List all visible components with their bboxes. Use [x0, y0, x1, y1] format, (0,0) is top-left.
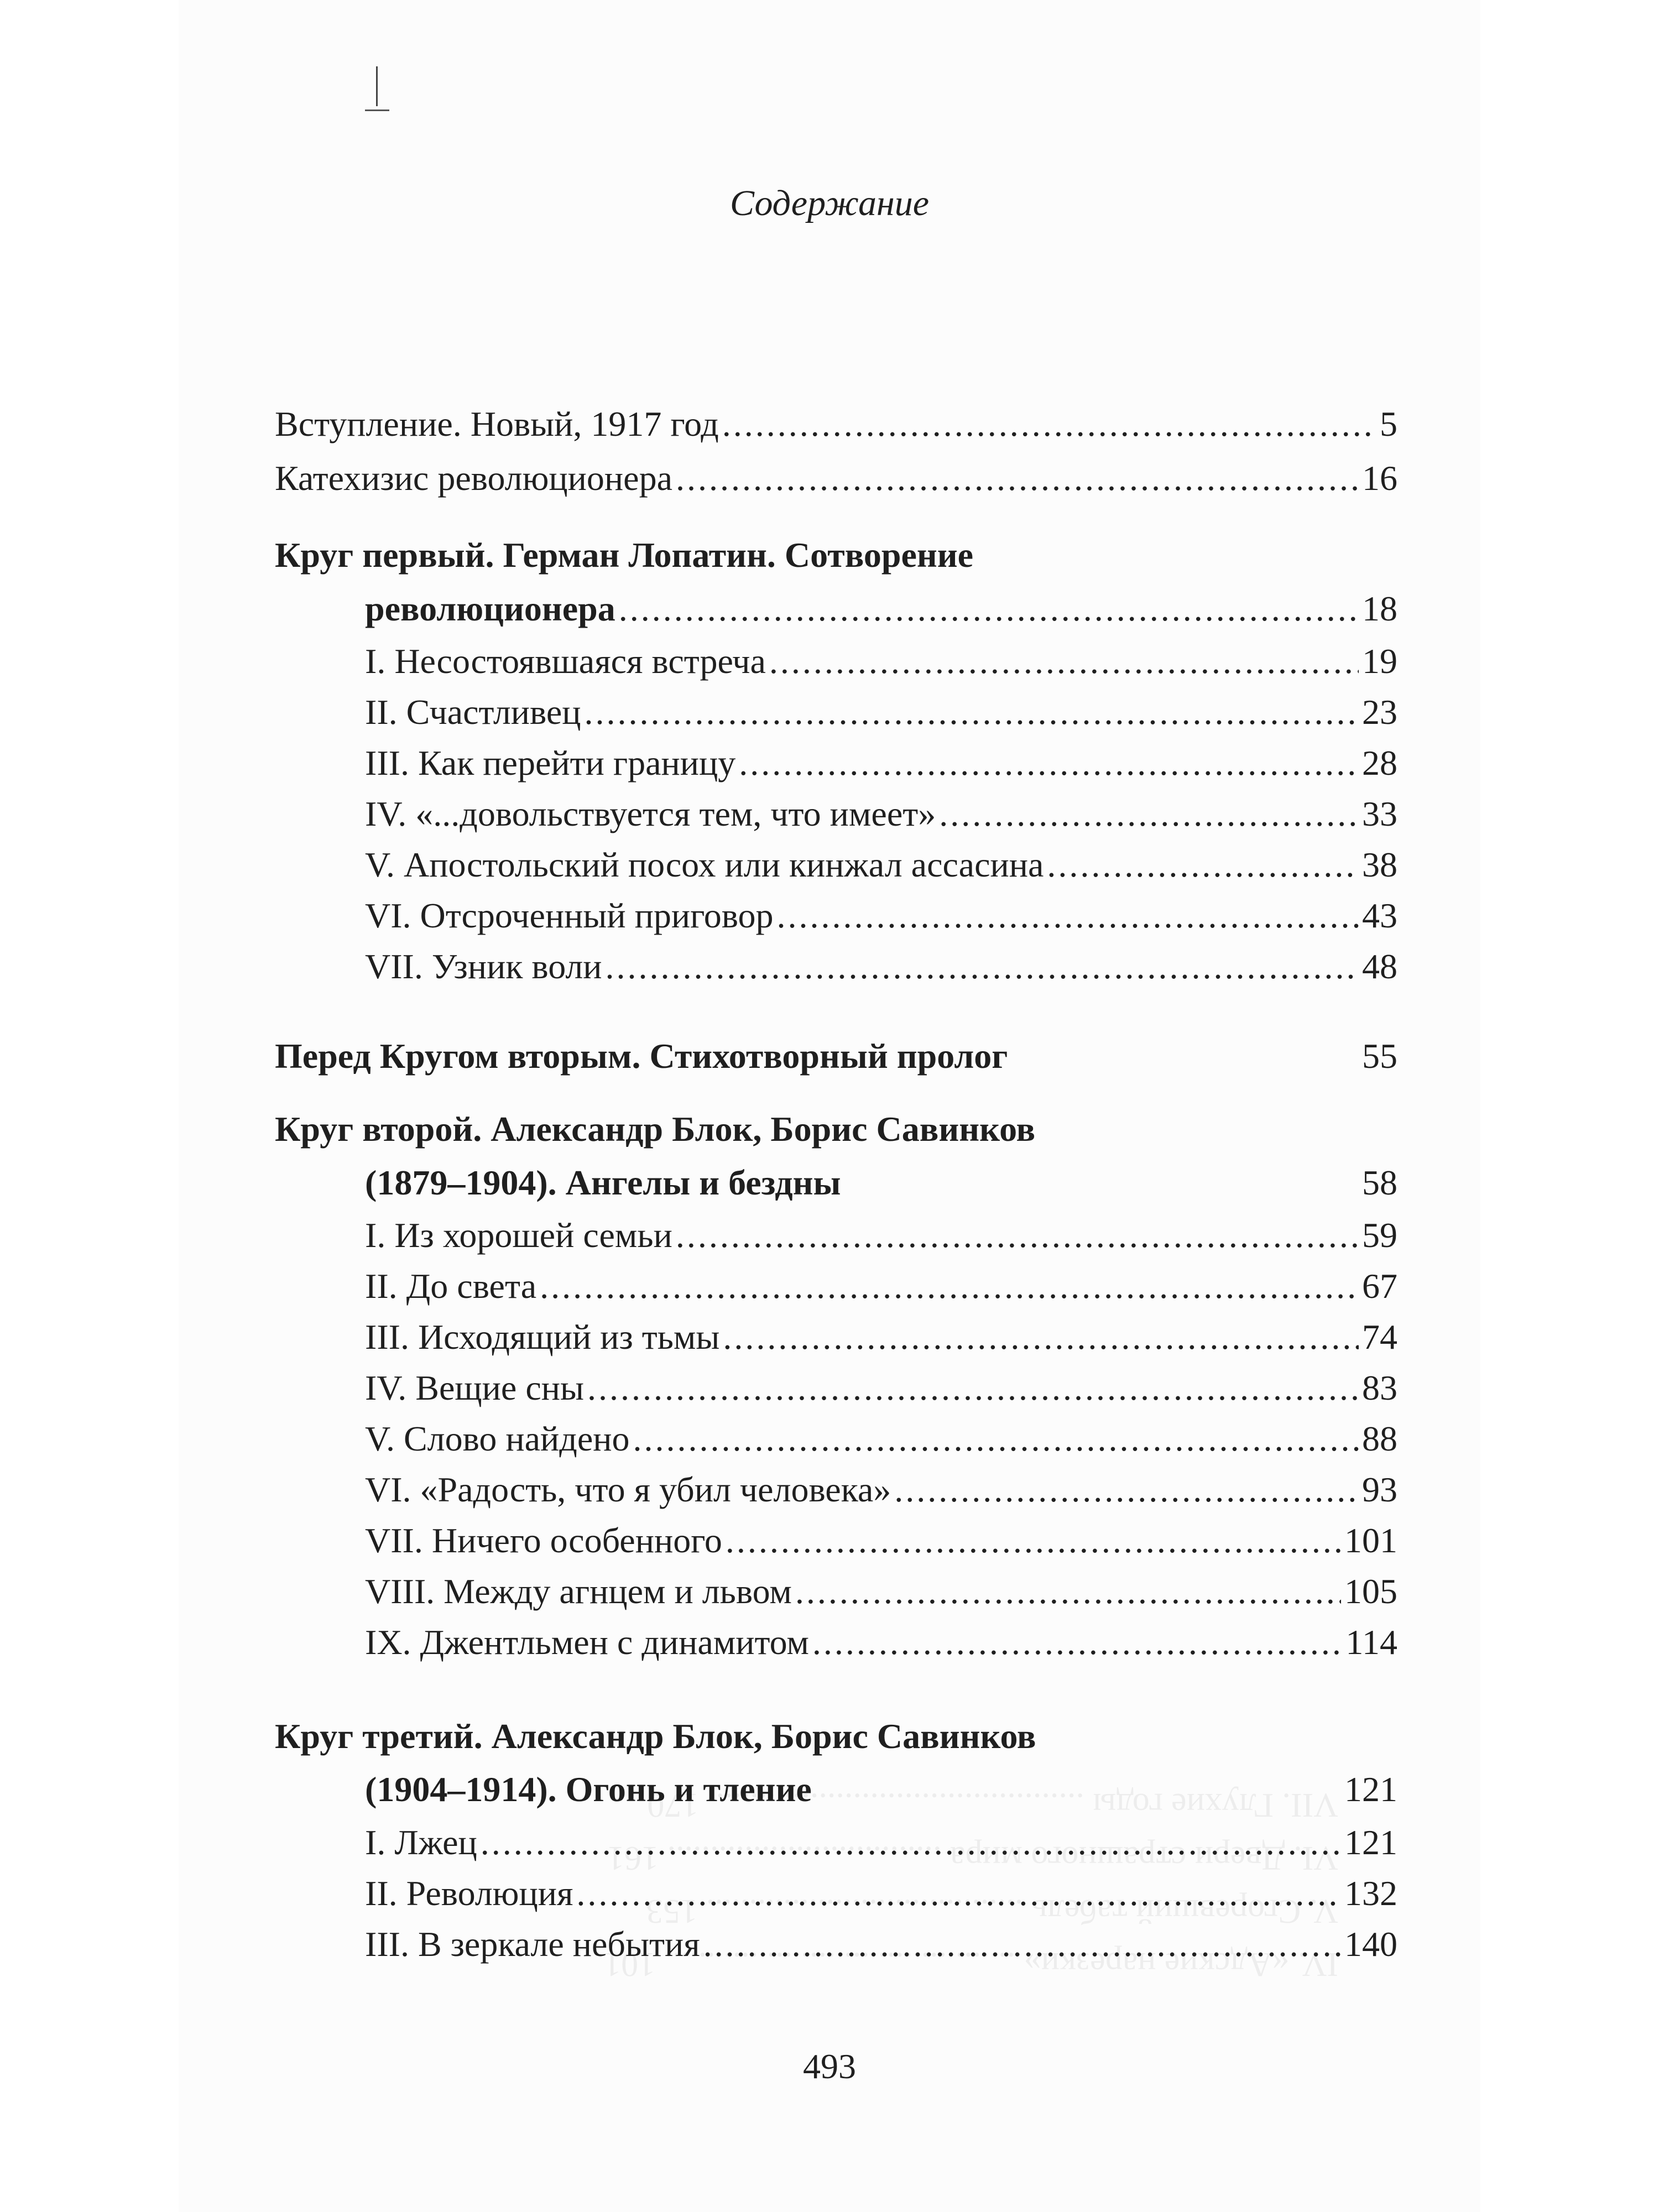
toc-entry[interactable]	[365, 1319, 1397, 1355]
toc-entry-title: IV. Вещие сны	[365, 1368, 584, 1407]
toc-entry-title: I. Из хорошей семьи	[365, 1215, 672, 1255]
leader-dots	[739, 745, 1359, 781]
toc-entry-title: Вступление. Новый, 1917 год	[275, 404, 719, 444]
toc-entry-title: VIII. Между агнцем и львом	[365, 1572, 792, 1611]
toc-entry-title: (1879–1904). Ангелы и бездны	[365, 1163, 841, 1202]
toc-entry-title: Катехизис революционера	[275, 458, 672, 498]
toc-entry[interactable]	[365, 1825, 1397, 1860]
leader-dots	[676, 461, 1359, 496]
leader-dots	[703, 1927, 1341, 1962]
toc-entry[interactable]	[365, 1523, 1397, 1558]
leader-dots	[585, 695, 1359, 730]
toc-entry-title: революционера	[365, 589, 615, 628]
toc-entry-title: II. Счастливец	[365, 692, 581, 732]
toc-entry-title: II. До света	[365, 1266, 537, 1306]
toc-entry-page: 19	[1362, 641, 1397, 681]
toc-entry[interactable]	[365, 1421, 1397, 1457]
toc-entry[interactable]	[365, 949, 1397, 984]
toc-entry[interactable]	[365, 1472, 1397, 1507]
toc-entry-page: 67	[1362, 1266, 1397, 1306]
toc-entry-title: II. Революция	[365, 1874, 573, 1913]
toc-entry-page: 132	[1344, 1874, 1397, 1913]
toc-entry-title: III. Исходящий из тьмы	[365, 1317, 720, 1357]
toc-entry-page: 59	[1362, 1215, 1397, 1255]
toc-entry-page: 93	[1362, 1470, 1397, 1509]
toc-entry-title: VII. Узник воли	[365, 947, 602, 986]
toc-entry[interactable]	[365, 1924, 1397, 1964]
toc-entry[interactable]	[365, 1370, 1397, 1406]
toc-entry-circle3[interactable]	[365, 1772, 1397, 1807]
toc-entry-title: VI. Отсроченный приговор	[365, 896, 774, 935]
toc-entry-page: 43	[1362, 896, 1397, 935]
toc-entry[interactable]	[365, 641, 1397, 681]
leader-dots	[795, 1574, 1341, 1609]
toc-entry-page: 88	[1362, 1419, 1397, 1458]
toc-entry-page: 140	[1344, 1924, 1397, 1964]
leader-dots	[576, 1876, 1341, 1911]
leader-dots	[722, 406, 1376, 442]
toc-entry[interactable]	[365, 1625, 1397, 1660]
section-heading-circle2[interactable]: Круг второй. Александр Блок, Борис Савинков	[275, 1109, 1036, 1149]
leader-dots	[894, 1472, 1359, 1507]
toc-entry[interactable]	[365, 1215, 1397, 1255]
toc-entry-page: 55	[1362, 1036, 1397, 1076]
toc-entry[interactable]	[365, 1574, 1397, 1609]
toc-entry[interactable]	[365, 898, 1397, 933]
leader-dots	[1047, 847, 1359, 883]
toc-entry-title: I. Лжец	[365, 1823, 477, 1862]
toc-entry-intro[interactable]	[275, 406, 1397, 442]
toc-entry[interactable]	[365, 745, 1397, 781]
leader-dots	[723, 1319, 1359, 1355]
leader-dots	[726, 1523, 1341, 1558]
toc-entry[interactable]	[365, 1876, 1397, 1911]
leader-dots	[777, 898, 1359, 933]
leader-dots	[939, 796, 1359, 832]
leader-dots	[481, 1825, 1341, 1860]
toc-entry-page: 121	[1344, 1770, 1397, 1809]
leader-dots	[619, 591, 1359, 627]
toc-entry-page: 83	[1362, 1368, 1397, 1407]
leader-dots	[587, 1370, 1359, 1406]
toc-entry-page: 16	[1362, 458, 1397, 498]
toc-entry-page: 23	[1362, 692, 1397, 732]
leader-dots	[676, 1218, 1359, 1253]
section-heading-circle3[interactable]: Круг третий. Александр Блок, Борис Савинков	[275, 1717, 1036, 1756]
toc-entry-page: 48	[1362, 947, 1397, 986]
toc-entry-title: III. В зеркале небытия	[365, 1924, 700, 1964]
toc-entry-catechism[interactable]	[275, 458, 1397, 498]
toc-entry-title: VI. «Радость, что я убил человека»	[365, 1470, 891, 1509]
toc-entry-page: 5	[1380, 404, 1397, 444]
toc-entry-page: 58	[1362, 1163, 1397, 1202]
toc-entry[interactable]	[365, 796, 1397, 832]
toc-entry-prologue[interactable]	[275, 1036, 1397, 1076]
toc-entry-title: Перед Кругом вторым. Стихотворный пролог	[275, 1036, 1008, 1076]
toc-entry-page: 33	[1362, 794, 1397, 833]
toc-entry[interactable]	[365, 1266, 1397, 1306]
toc-entry-title: VII. Ничего особенного	[365, 1521, 722, 1560]
leader-dots	[769, 644, 1359, 679]
toc-entry[interactable]	[365, 692, 1397, 732]
leader-dots	[633, 1421, 1359, 1457]
toc-entry-title: I. Несостоявшаяся встреча	[365, 641, 766, 681]
toc-entry-page: 114	[1345, 1623, 1397, 1662]
toc-entry-title: (1904–1914). Огонь и тление	[365, 1770, 812, 1809]
toc-entry-title: V. Слово найдено	[365, 1419, 630, 1458]
leader-dots	[606, 949, 1359, 984]
section-heading-circle1[interactable]: Круг первый. Герман Лопатин. Сотворение	[275, 535, 973, 575]
toc-entry-page: 74	[1362, 1317, 1397, 1357]
toc-entry-page: 18	[1362, 589, 1397, 628]
toc-entry-page: 121	[1344, 1823, 1397, 1862]
toc-entry-circle1[interactable]	[365, 591, 1397, 627]
toc-entry-title: IV. «...довольствуется тем, что имеет»	[365, 794, 936, 833]
toc-entry-page: 101	[1344, 1521, 1397, 1560]
toc-entry-title: V. Апостольский посох или кинжал ассасина	[365, 845, 1044, 884]
toc-entry[interactable]	[365, 847, 1397, 883]
toc-entry-title: IX. Джентльмен с динамитом	[365, 1623, 809, 1662]
toc-entry-page: 38	[1362, 845, 1397, 884]
toc-entry-page: 105	[1344, 1572, 1397, 1611]
toc-entry-circle2[interactable]	[365, 1165, 1397, 1201]
toc-entry-title: III. Как перейти границу	[365, 743, 736, 782]
leader-dots	[540, 1269, 1359, 1304]
page-number: 493	[803, 2047, 856, 2086]
page-title: Содержание	[729, 183, 929, 223]
leader-dots	[812, 1625, 1342, 1660]
toc-entry-page: 28	[1362, 743, 1397, 782]
